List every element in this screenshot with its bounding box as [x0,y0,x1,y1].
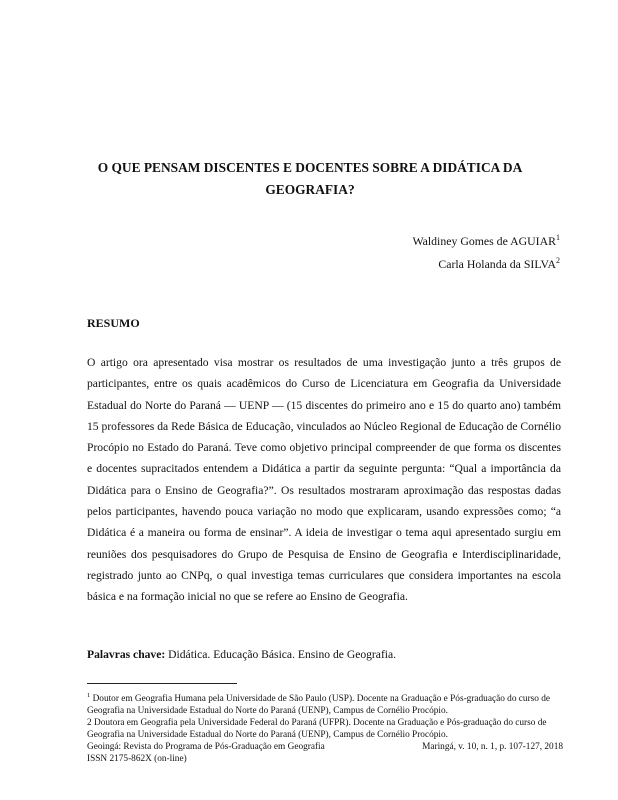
paper-title-line-1: O QUE PENSAM DISCENTES E DOCENTES SOBRE A DIDÁTICA DA [97,160,523,175]
author-1 [412,228,560,251]
abstract-body: O artigo ora apresentado visa mostrar os resultados de uma investigação junto a três grupos de participantes, entre os quais acadêmicos do Curso de Licenciatura em Geografia da Universidade Estadual do Norte do Paraná — UENP — (15 discentes do primeiro ano e 15 do quarto ano) também 15 professores da Rede Básica de Educação, vinculados ao Núcleo Regional de Educação de Cornélio Procópio no Estado do Paraná. Teve como objetivo principal compreender de que forma os discentes e docentes supracitados entendem a Didática a partir da seguinte pergunta: “Qual a importância da Didática para o Ensino de Geografia?”. Os resultados mostraram aproximação das respostas dadas pelos participantes, havendo pouca variação no modo que explicaram, usando expressões como; “a Didática é a maneira ou forma de ensinar”. A ideia de investigar o tema aqui apresentado surgiu em reuniões dos pesquisadores do Grupo de Pesquisa de Ensino de Geografia e Interdisciplinaridade, registrado junto ao CNPq, o qual investiga temas curriculares que considera importantes na escola básica e na formação inicial no que se refere ao Ensino de Geografia. [87,356,561,604]
footer-row [87,741,563,753]
author-2-footnote-mark: 2 [556,255,560,265]
author-list [412,228,560,274]
footer-issn: ISSN 2175-862X (on-line) [87,754,187,764]
author-1-footnote-mark: 1 [556,233,560,242]
author-2-name: Carla Holanda da SILVA [438,256,556,271]
footnote-1 [87,690,563,718]
paper-title-line-2: GEOGRAFIA? [265,182,355,197]
keywords-label: Palavras chave: [87,648,166,661]
footer-citation: Maringá, v. 10, n. 1, p. 107-127, 2018 [422,742,563,752]
keywords [87,648,396,661]
author-2 [412,251,560,274]
footnote-2 [87,718,563,742]
keywords-text: Didática. Educação Básica. Ensino de Geografia. [168,648,397,661]
footnote-divider [87,683,237,684]
footer-journal: Geoingá: Revista do Programa de Pós-Graduação em Geografia [87,742,325,752]
footnote-2-mark: 2 [87,717,92,728]
footnote-2-text: Doutora em Geografia pela Universidade Federal do Paraná (UFPR). Docente na Graduação e Pós-graduação do curso de Geografia na Universidade Estadual do Norte do Paraná (UENP), Campus de Cornélio Procópio. [87,717,547,740]
author-1-name: Waldiney Gomes de AGUIAR [412,233,556,248]
footnote-1-text: Doutor em Geografia Humana pela Universidade de São Paulo (USP). Docente na Graduação e Pós-graduação do curso de Geografia na Universidade Estadual do Norte do Paraná (UENP), Campus de Cornélio Procópio. [87,694,551,716]
paper-title [70,157,550,201]
page-footer [87,741,563,765]
abstract-heading: RESUMO [87,316,140,330]
footnote-1-mark: 1 [87,692,91,699]
footnotes [87,690,563,742]
